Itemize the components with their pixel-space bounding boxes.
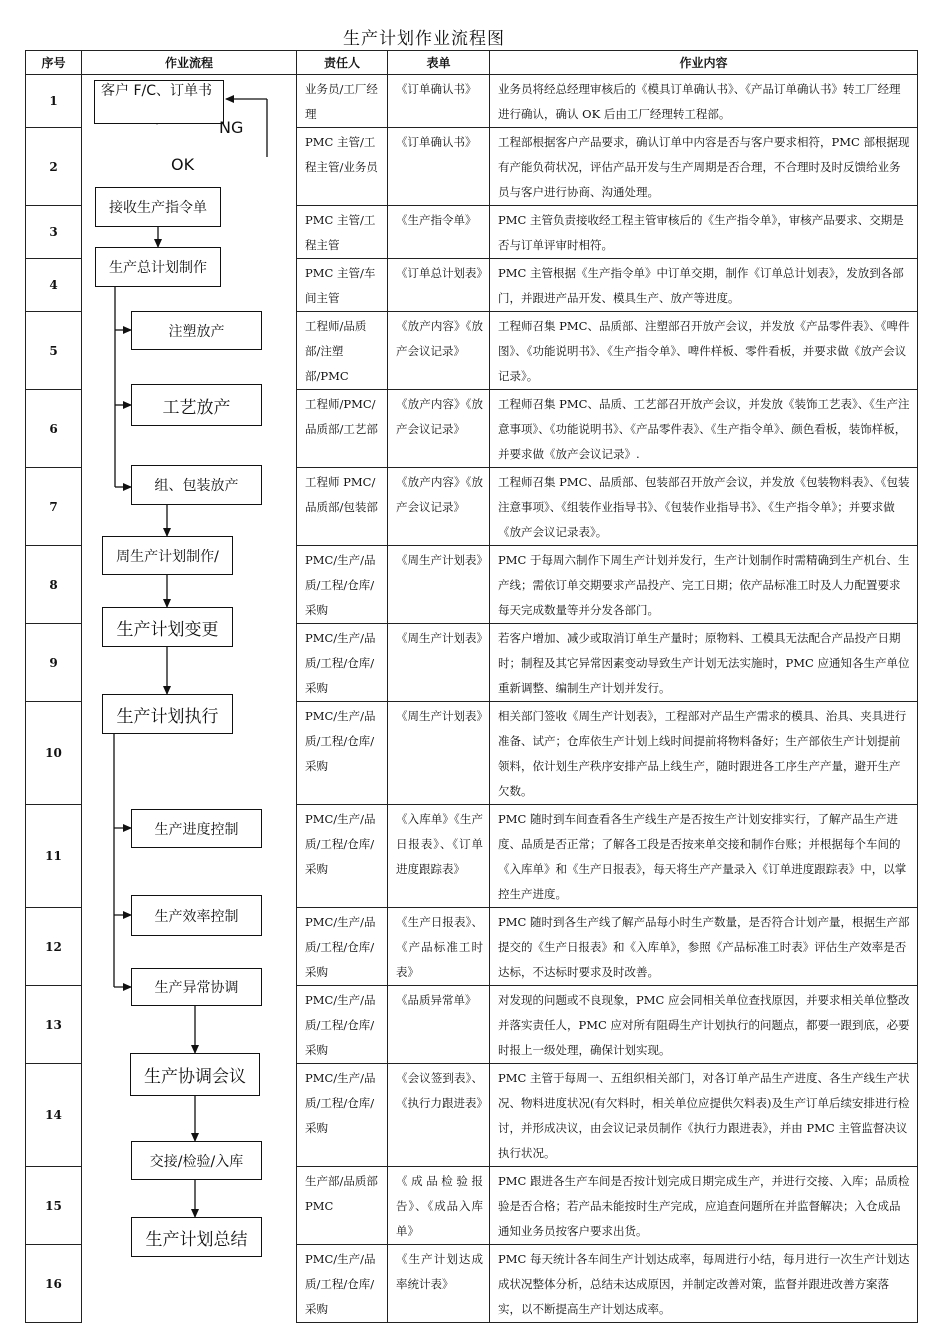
table-row xyxy=(26,908,918,986)
task-content: PMC 随时到车间查看各生产线生产是否按生产计划安排实行，了解产品生产进度、品质是否正常；了解各工段是否按来单交接和制作台账；并根据每个车间的《入库单》和《生产日报表》，每天将生产产量录入《订单进度跟踪表》中，以掌控生产进度。 xyxy=(490,805,918,908)
flow-box-plan-summary: 生产计划总结 xyxy=(131,1217,262,1257)
responsible: 工程师 PMC/品质部/包装部 xyxy=(297,468,388,546)
flow-cell xyxy=(82,986,297,1064)
responsible: 工程师/PMC/品质部/工艺部 xyxy=(297,390,388,468)
responsible: PMC/生产/品质/工程/仓库/采购 xyxy=(297,624,388,702)
form-name: 《订单总计划表》 xyxy=(388,259,490,312)
table-header-row xyxy=(26,51,918,75)
table-row xyxy=(26,259,918,312)
task-content: 工程师召集 PMC、品质部、注塑部召开放产会议，并发放《产品零件表》、《啤件图》、《功能说明书》、《生产指令单》、啤件样板、零件看板，并要求做《放产会议记录》。 xyxy=(490,312,918,390)
form-name: 《周生产计划表》 xyxy=(388,702,490,805)
table-row xyxy=(26,1167,918,1245)
flow-box-injection-release: 注塑放产 xyxy=(131,311,262,350)
flow-box-plan-change: 生产计划变更 xyxy=(102,607,233,647)
flow-cell xyxy=(82,624,297,702)
form-name: 《周生产计划表》 xyxy=(388,624,490,702)
table-row xyxy=(26,312,918,390)
flow-cell xyxy=(82,1167,297,1245)
row-number: 4 xyxy=(26,259,82,312)
flow-cell xyxy=(82,75,297,128)
form-name: 《生产计划达成率统计表》 xyxy=(388,1245,490,1323)
flow-cell xyxy=(82,312,297,390)
form-name: 《会议签到表》、《执行力跟进表》 xyxy=(388,1064,490,1167)
task-content: PMC 于每周六制作下周生产计划并发行，生产计划制作时需精确到生产机台、生产线；需依订单交期要求产品投产、完工日期；依产品标准工时及人力配置要求每天完成数量等并分发各部门。 xyxy=(490,546,918,624)
flow-box-exception-coordination: 生产异常协调 xyxy=(131,968,262,1006)
flow-box-process-release: 工艺放产 xyxy=(131,384,262,426)
form-name: 《成品检验报告》、《成品入库单》 xyxy=(388,1167,490,1245)
flow-box-plan-execution: 生产计划执行 xyxy=(102,694,233,734)
responsible: 工程师/品质部/注塑部/PMC xyxy=(297,312,388,390)
header-form: 表单 xyxy=(388,51,490,75)
table-row xyxy=(26,1245,918,1323)
row-number: 13 xyxy=(26,986,82,1064)
responsible: PMC/生产/品质/工程/仓库/采购 xyxy=(297,546,388,624)
table-row xyxy=(26,986,918,1064)
task-content: 工程师召集 PMC、品质、工艺部召开放产会议，并发放《装饰工艺表》、《生产注意事项》、《功能说明书》、《产品零件表》、《生产指令单》、颜色看板，装饰样板，并要求做《放产会议记录》. xyxy=(490,390,918,468)
flow-cell xyxy=(82,259,297,312)
responsible: 业务员/工厂经理 xyxy=(297,75,388,128)
table-row xyxy=(26,128,918,206)
flow-box-customer-order: 客户 F/C、订单书 xyxy=(94,80,224,124)
form-name: 《订单确认书》 xyxy=(388,75,490,128)
flow-box-efficiency-control: 生产效率控制 xyxy=(131,895,262,936)
form-name: 《放产内容》《放产会议记录》 xyxy=(388,312,490,390)
row-number: 14 xyxy=(26,1064,82,1167)
task-content: 若客户增加、减少或取消订单生产量时；原物料、工模具无法配合产品投产日期时；制程及其它异常因素变动导致生产计划无法实施时，PMC 应通知各生产单位重新调整、编制生产计划并发行。 xyxy=(490,624,918,702)
row-number: 7 xyxy=(26,468,82,546)
flow-cell xyxy=(82,1245,297,1323)
table-row xyxy=(26,75,918,128)
table-row xyxy=(26,468,918,546)
responsible: PMC/生产/品质/工程/仓库/采购 xyxy=(297,1245,388,1323)
task-content: PMC 跟进各生产车间是否按计划完成日期完成生产，并进行交接、入库；品质检验是否合格；若产品未能按时生产完成，应追查问题所在并监督解决；入仓成品通知业务员按客户要求出货。 xyxy=(490,1167,918,1245)
form-name: 《生产指令单》 xyxy=(388,206,490,259)
header-resp: 责任人 xyxy=(297,51,388,75)
responsible: PMC/生产/品质/工程/仓库/采购 xyxy=(297,1064,388,1167)
form-name: 《周生产计划表》 xyxy=(388,546,490,624)
header-flow: 作业流程 xyxy=(82,51,297,75)
table-row xyxy=(26,546,918,624)
flow-box-coordination-meeting: 生产协调会议 xyxy=(130,1053,260,1096)
flow-box-assembly-release: 组、包装放产 xyxy=(131,465,262,505)
row-number: 10 xyxy=(26,702,82,805)
row-number: 16 xyxy=(26,1245,82,1323)
task-content: PMC 每天统计各车间生产计划达成率，每周进行小结，每月进行一次生产计划达成状况整体分析，总结未达成原因，并制定改善对策，监督并跟进改善方案落实，以不断提高生产计划达成率。 xyxy=(490,1245,918,1323)
responsible: 生产部/品质部 PMC xyxy=(297,1167,388,1245)
row-number: 2 xyxy=(26,128,82,206)
form-name: 《放产内容》《放产会议记录》 xyxy=(388,468,490,546)
table-row xyxy=(26,390,918,468)
flow-label-ok: OK xyxy=(171,155,195,174)
flow-cell xyxy=(82,128,297,206)
table-row xyxy=(26,702,918,805)
process-table xyxy=(25,50,918,1323)
task-content: PMC 主管根据《生产指令单》中订单交期，制作《订单总计划表》，发放到各部门，并跟进产品开发、模具生产、放产等进度。 xyxy=(490,259,918,312)
form-name: 《放产内容》《放产会议记录》 xyxy=(388,390,490,468)
task-content: 业务员将经总经理审核后的《模具订单确认书》、《产品订单确认书》转工厂经理进行确认，确认 OK 后由工厂经理转工程部。 xyxy=(490,75,918,128)
flow-label-ng: NG xyxy=(219,118,244,137)
flow-cell xyxy=(82,468,297,546)
task-content: 工程师召集 PMC、品质部、包装部召开放产会议，并发放《包装物料表》、《包装注意事项》、《组装作业指导书》、《包装作业指导书》、《生产指令单》；并要求做《放产会议记录表》。 xyxy=(490,468,918,546)
form-name: 《入库单》《生产日报表》、《订单进度跟踪表》 xyxy=(388,805,490,908)
flow-cell xyxy=(82,702,297,805)
responsible: PMC 主管/车间主管 xyxy=(297,259,388,312)
row-number: 3 xyxy=(26,206,82,259)
row-number: 12 xyxy=(26,908,82,986)
flow-cell xyxy=(82,1064,297,1167)
table-row xyxy=(26,1064,918,1167)
row-number: 1 xyxy=(26,75,82,128)
flow-cell xyxy=(82,908,297,986)
flow-cell xyxy=(82,805,297,908)
flow-cell xyxy=(82,546,297,624)
flow-cell xyxy=(82,206,297,259)
header-num: 序号 xyxy=(26,51,82,75)
task-content: PMC 主管负责接收经工程主管审核后的《生产指令单》，审核产品要求、交期是否与订单评审时相符。 xyxy=(490,206,918,259)
task-content: PMC 随时到各生产线了解产品每小时生产数量，是否符合计划产量，根据生产部提交的《生产日报表》和《入库单》，参照《产品标准工时表》评估生产效率是否达标，不达标时要求及时改善。 xyxy=(490,908,918,986)
flow-box-weekly-plan: 周生产计划制作/ xyxy=(102,536,233,575)
task-content: 对发现的问题或不良现象，PMC 应会同相关单位查找原因，并要求相关单位整改并落实责任人，PMC 应对所有阻碍生产计划执行的问题点，都要一跟到底，必要时报上一级处理，确保计划实现。 xyxy=(490,986,918,1064)
responsible: PMC/生产/品质/工程/仓库/采购 xyxy=(297,908,388,986)
form-name: 《订单确认书》 xyxy=(388,128,490,206)
responsible: PMC/生产/品质/工程/仓库/采购 xyxy=(297,986,388,1064)
flow-box-handover-inspection: 交接/检验/入库 xyxy=(131,1141,262,1180)
task-content: PMC 主管于每周一、五组织相关部门，对各订单产品生产进度、各生产线生产状况、物料进度状况(有欠料时，相关单位应提供欠料表)及生产订单后续安排进行检讨，并形成决议，由会议记录员制作《执行力跟进表》，并由 PMC 主管监督决议执行状况。 xyxy=(490,1064,918,1167)
flow-cell xyxy=(82,390,297,468)
form-name: 《生产日报表》、《产品标准工时表》 xyxy=(388,908,490,986)
row-number: 11 xyxy=(26,805,82,908)
task-content: 工程部根据客户产品要求，确认订单中内容是否与客户要求相符，PMC 部根据现有产能负荷状况，评估产品开发与生产周期是否合理，不合理时及时反馈给业务员与客户进行协商、沟通处理。 xyxy=(490,128,918,206)
table-row xyxy=(26,624,918,702)
task-content: 相关部门签收《周生产计划表》，工程部对产品生产需求的模具、治具、夹具进行准备、试产；仓库依生产计划上线时间提前将物料备好；生产部依生产计划提前领料，依计划生产秩序安排产品上线生产，随时跟进各工序生产产量，避开生产欠数。 xyxy=(490,702,918,805)
row-number: 6 xyxy=(26,390,82,468)
flow-box-receive-instruction: 接收生产指令单 xyxy=(95,187,221,227)
row-number: 9 xyxy=(26,624,82,702)
flow-box-progress-control: 生产进度控制 xyxy=(131,809,262,848)
table-row xyxy=(26,805,918,908)
header-content: 作业内容 xyxy=(490,51,918,75)
row-number: 8 xyxy=(26,546,82,624)
row-number: 5 xyxy=(26,312,82,390)
flow-box-master-plan: 生产总计划制作 xyxy=(95,247,221,287)
form-name: 《品质异常单》 xyxy=(388,986,490,1064)
document-title: 生产计划作业流程图 xyxy=(343,29,505,49)
table-row xyxy=(26,206,918,259)
responsible: PMC/生产/品质/工程/仓库/采购 xyxy=(297,702,388,805)
responsible: PMC 主管/工程主管 xyxy=(297,206,388,259)
responsible: PMC 主管/工程主管/业务员 xyxy=(297,128,388,206)
responsible: PMC/生产/品质/工程/仓库/采购 xyxy=(297,805,388,908)
row-number: 15 xyxy=(26,1167,82,1245)
